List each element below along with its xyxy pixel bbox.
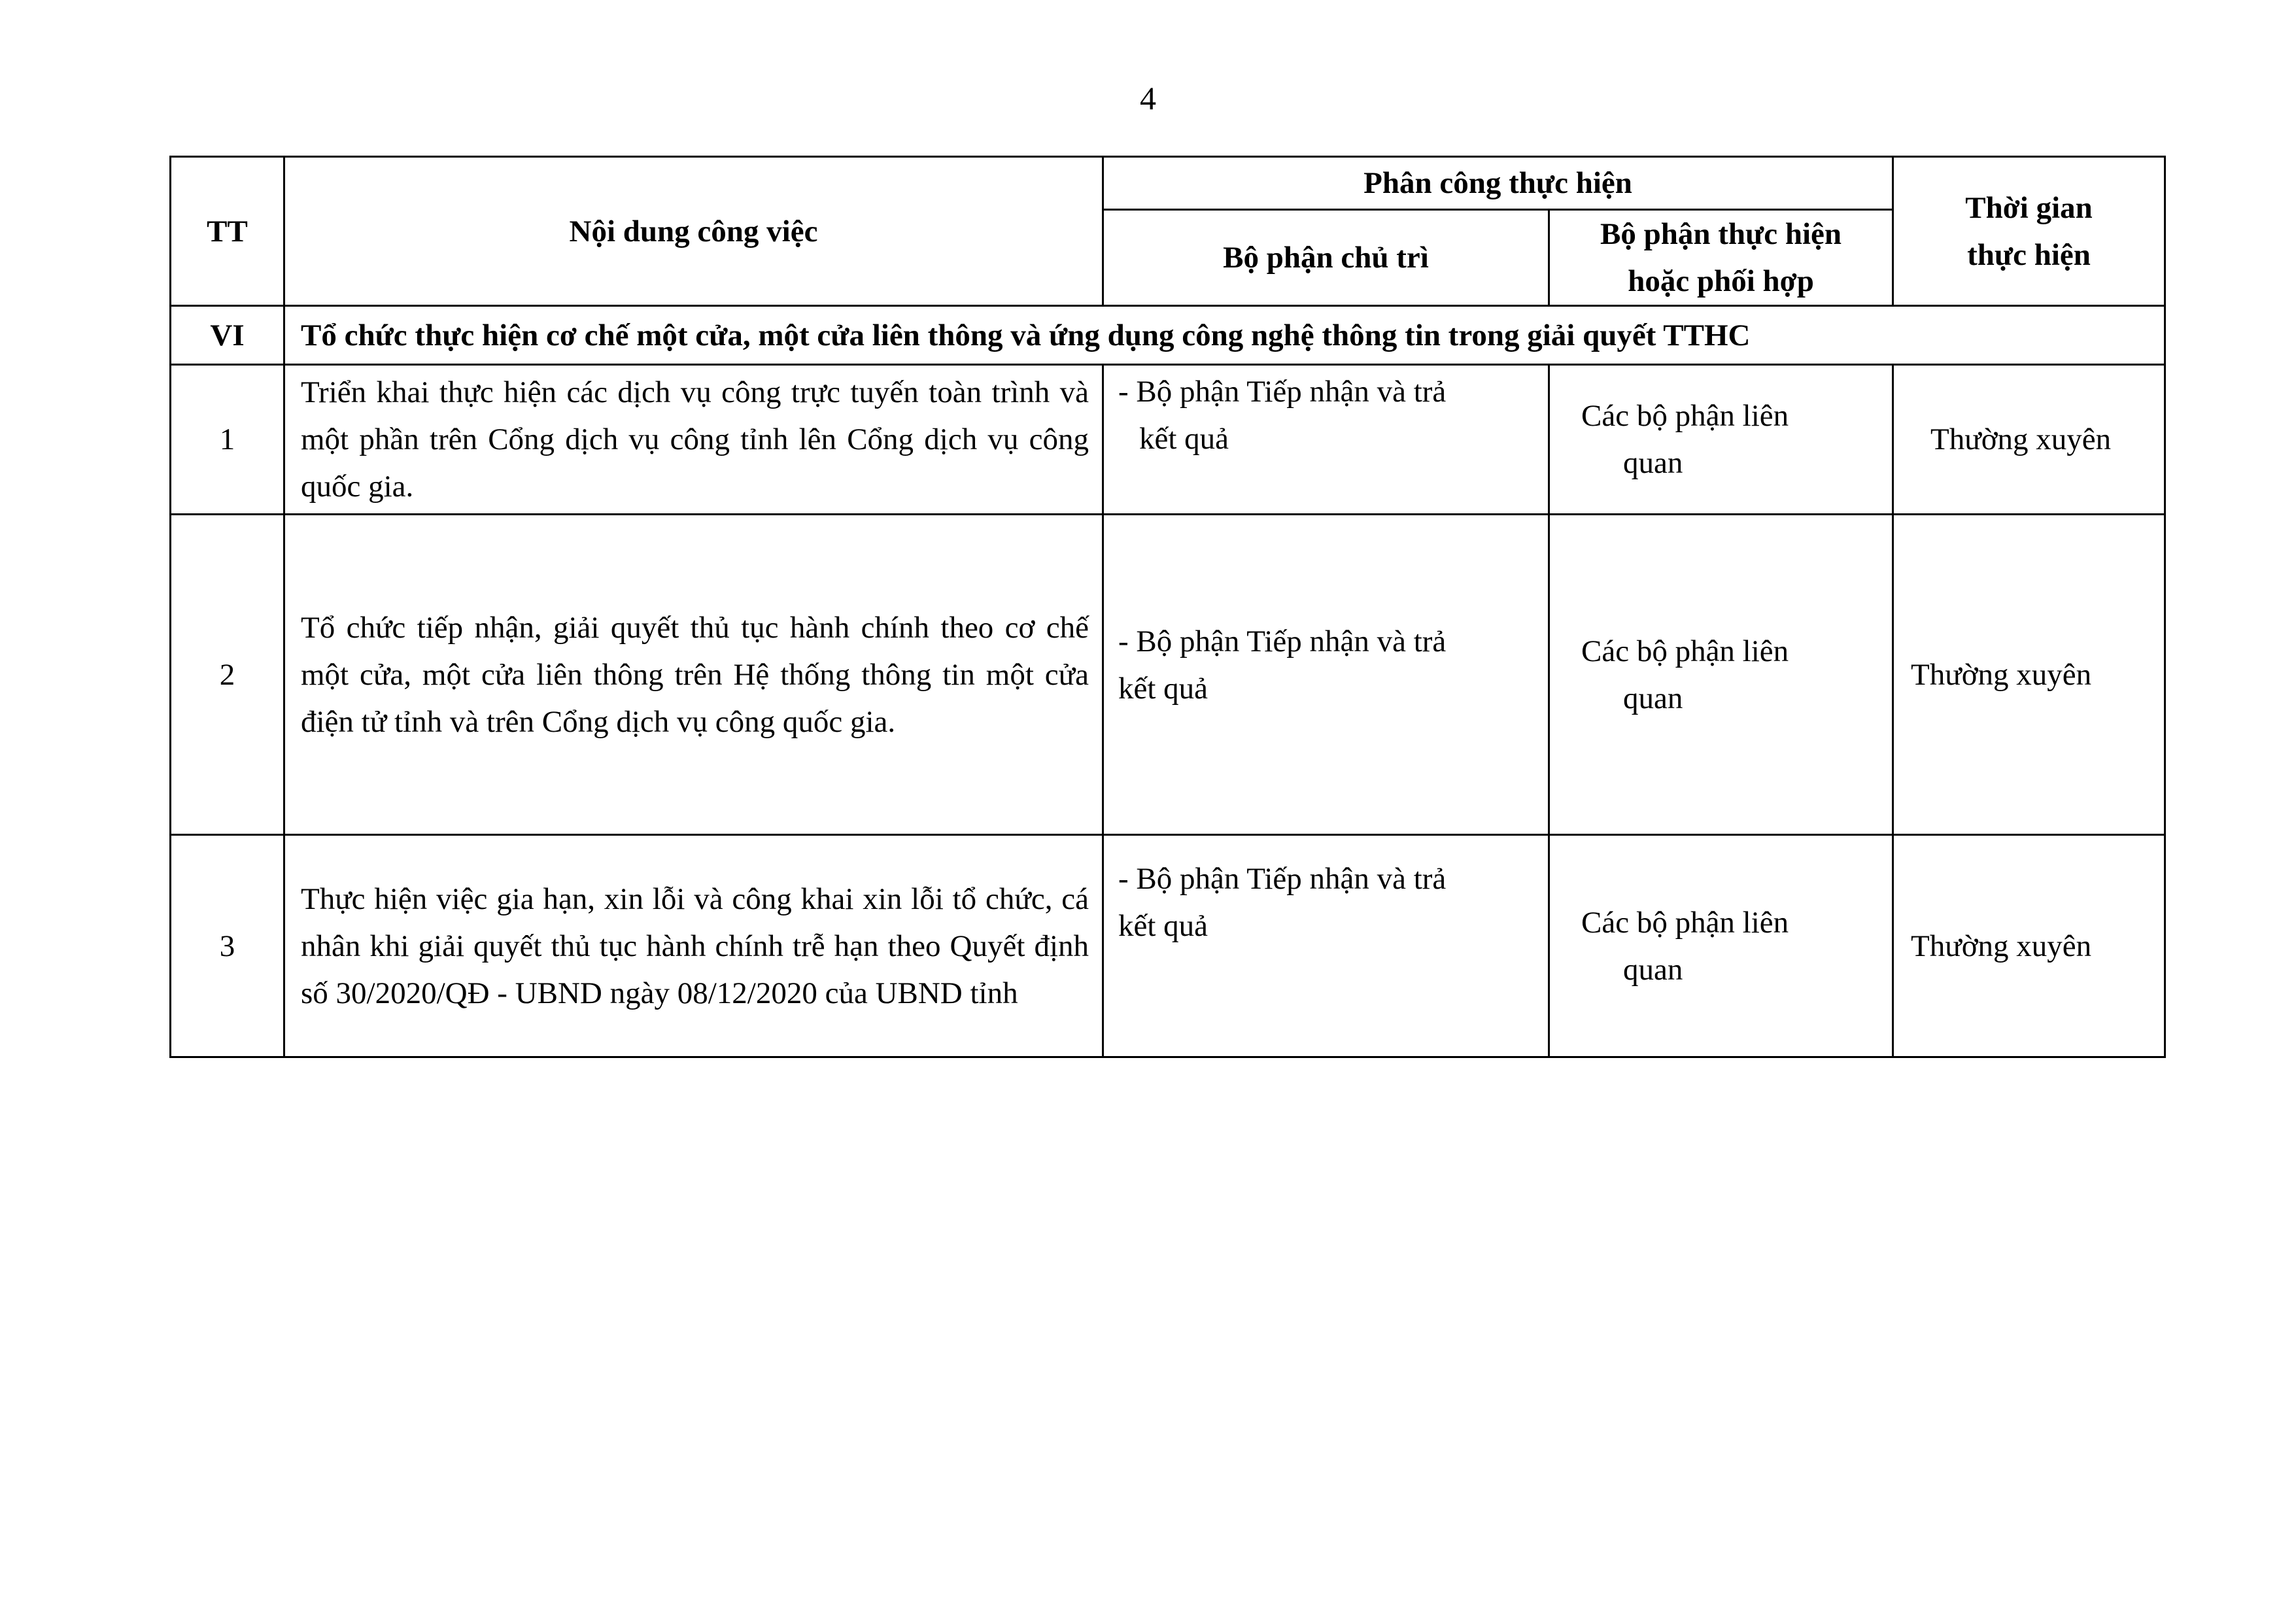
row-coordinate-line1: Các bộ phận liên xyxy=(1581,399,1789,433)
row-coordinate-line1: Các bộ phận liên xyxy=(1581,634,1789,668)
row-lead-line2: kết quả xyxy=(1139,422,1229,456)
header-coordinate-line1: Bộ phận thực hiện xyxy=(1600,217,1842,251)
header-coordinate xyxy=(1549,210,1893,306)
row-number: 2 xyxy=(171,515,284,835)
row-number: 3 xyxy=(171,835,284,1057)
row-coordinate-line2: quan xyxy=(1623,446,1683,480)
row-coordinate-unit xyxy=(1549,835,1893,1057)
row-lead-line2: kết quả xyxy=(1118,671,1208,706)
row-lead-line1: - Bộ phận Tiếp nhận và trả xyxy=(1118,624,1447,658)
table-row xyxy=(171,835,2165,1057)
section-title: Tổ chức thực hiện cơ chế một cửa, một cửa liên thông và ứng dụng công nghệ thông tin trong giải quyết TTHC xyxy=(284,306,2165,365)
row-number: 1 xyxy=(171,365,284,515)
row-coordinate-unit xyxy=(1549,515,1893,835)
page-number: 4 xyxy=(1140,80,1156,116)
header-content: Nội dung công việc xyxy=(284,157,1103,306)
row-coordinate-unit xyxy=(1549,365,1893,515)
header-time xyxy=(1893,157,2165,306)
row-content: Thực hiện việc gia hạn, xin lỗi và công khai xin lỗi tổ chức, cá nhân khi giải quyết thủ tục hành chính trễ hạn theo Quyết định số 30/2020/QĐ - UBND ngày 08/12/2020 của UBND tỉnh xyxy=(284,835,1103,1057)
row-time: Thường xuyên xyxy=(1893,835,2165,1057)
row-lead-line1: - Bộ phận Tiếp nhận và trả xyxy=(1118,862,1447,896)
work-plan-table xyxy=(169,156,2166,1058)
section-number: VI xyxy=(171,306,284,365)
row-lead-unit xyxy=(1103,835,1549,1057)
row-lead-unit xyxy=(1103,365,1549,515)
row-coordinate-line2: quan xyxy=(1623,681,1683,715)
table-row xyxy=(171,515,2165,835)
row-time: Thường xuyên xyxy=(1893,365,2165,515)
header-tt: TT xyxy=(171,157,284,306)
header-lead: Bộ phận chủ trì xyxy=(1103,210,1549,306)
row-lead-unit xyxy=(1103,515,1549,835)
header-time-line1: Thời gian xyxy=(1965,190,2093,225)
row-lead-line1: - Bộ phận Tiếp nhận và trả xyxy=(1118,375,1447,409)
row-coordinate-line2: quan xyxy=(1623,952,1683,987)
row-lead-line2: kết quả xyxy=(1118,909,1208,943)
row-coordinate-line1: Các bộ phận liên xyxy=(1581,905,1789,940)
header-assignment: Phân công thực hiện xyxy=(1103,157,1893,210)
header-row-top xyxy=(171,157,2165,210)
header-time-line2: thực hiện xyxy=(1967,237,2091,272)
row-content: Tổ chức tiếp nhận, giải quyết thủ tục hành chính theo cơ chế một cửa, một cửa liên thông trên Hệ thống thông tin một cửa điện tử tỉnh và trên Cổng dịch vụ công quốc gia. xyxy=(284,515,1103,835)
row-content: Triển khai thực hiện các dịch vụ công trực tuyến toàn trình và một phần trên Cổng dịch vụ công tỉnh lên Cổng dịch vụ công quốc gia. xyxy=(284,365,1103,515)
section-row xyxy=(171,306,2165,365)
header-coordinate-line2: hoặc phối hợp xyxy=(1628,264,1814,298)
table-row xyxy=(171,365,2165,515)
row-time: Thường xuyên xyxy=(1893,515,2165,835)
